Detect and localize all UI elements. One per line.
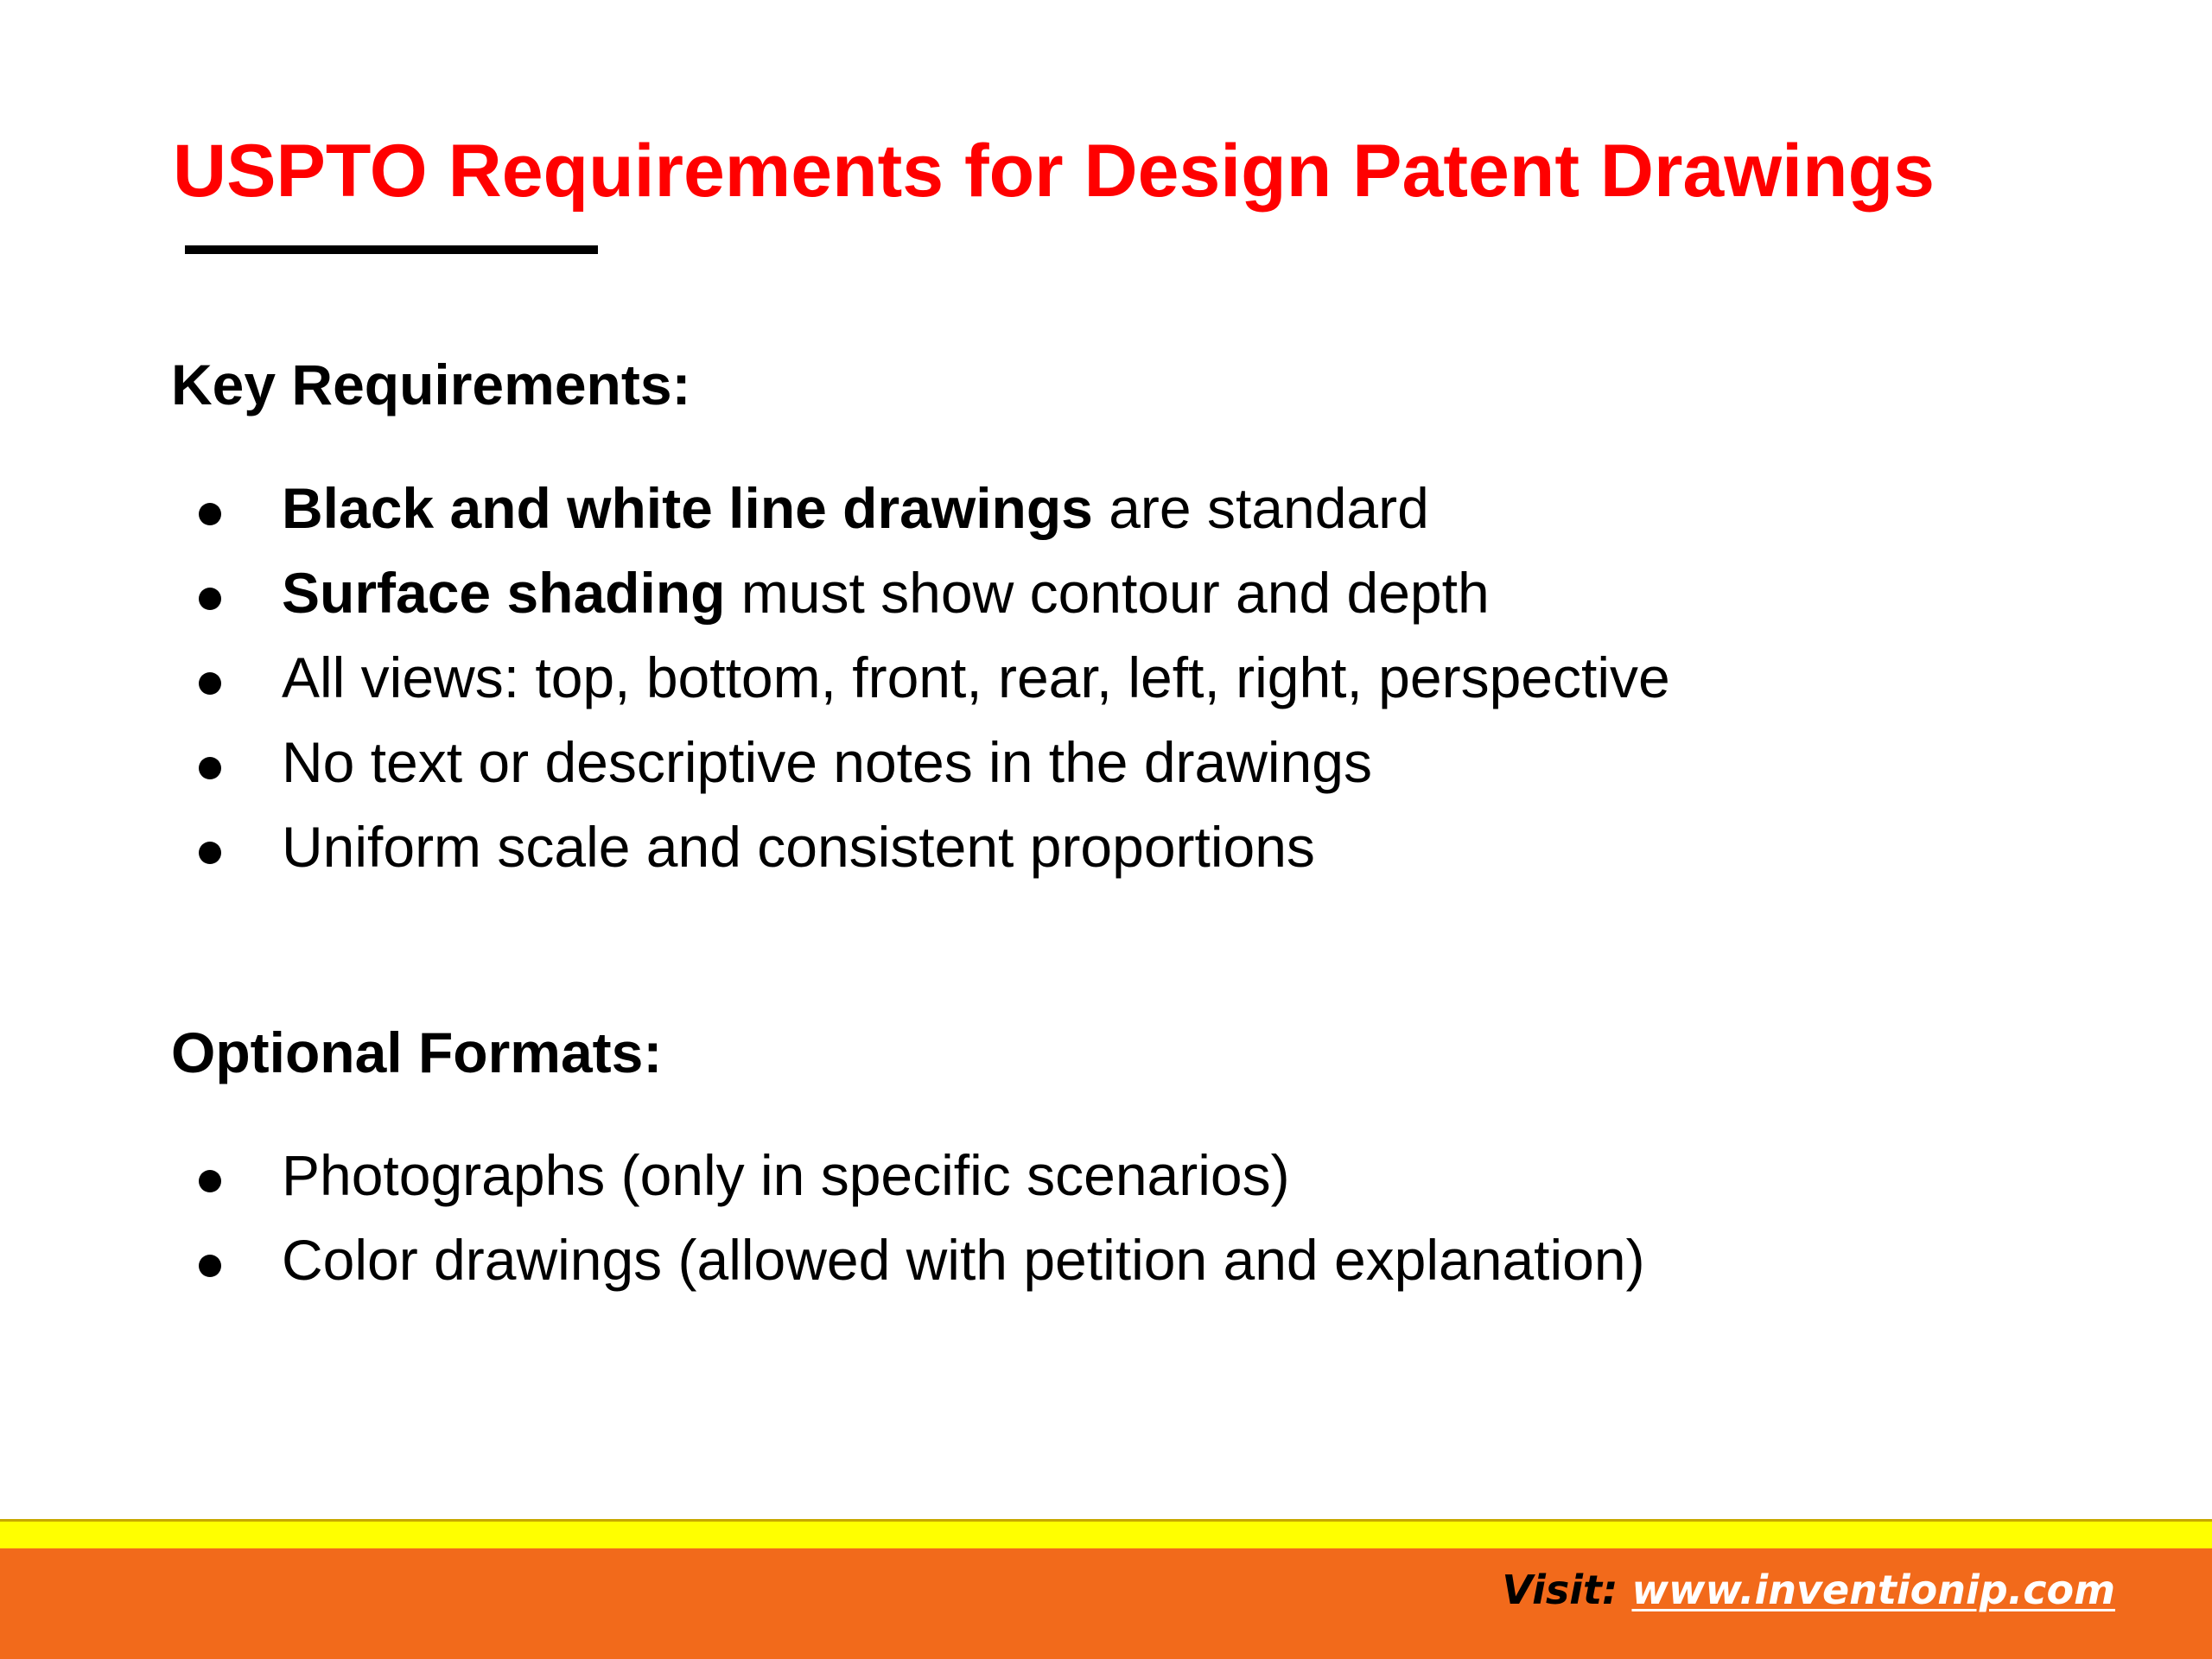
list-item-plain-text: All views: top, bottom, front, rear, left, right, perspective xyxy=(282,645,1670,709)
list-item-plain-text: Uniform scale and consistent proportions xyxy=(282,815,1315,879)
footer-visit-text xyxy=(1502,1562,2115,1618)
list-item-text xyxy=(282,643,1670,712)
list-item-text xyxy=(282,812,1315,881)
list-item-plain-text: No text or descriptive notes in the drawings xyxy=(282,730,1372,794)
list-item-text xyxy=(282,1225,1645,1294)
bullet-icon xyxy=(199,757,221,779)
list-item-text xyxy=(282,1141,1290,1210)
list-item-text xyxy=(282,728,1372,797)
footer-yellow-stripe xyxy=(0,1519,2212,1548)
list-item-text xyxy=(282,474,1429,543)
bullet-icon xyxy=(199,588,221,610)
bullet-icon xyxy=(199,503,221,525)
list-item-plain-text: are standard xyxy=(1092,476,1429,540)
footer-visit-label: Visit: xyxy=(1502,1567,1632,1613)
footer-website-link[interactable]: www.inventionip.com xyxy=(1631,1567,2115,1613)
key-requirements-heading: Key Requirements: xyxy=(171,353,691,416)
list-item-bold-text: Black and white line drawings xyxy=(282,476,1093,540)
list-item-text xyxy=(282,558,1490,627)
title-underline-rule xyxy=(185,245,598,254)
optional-formats-heading: Optional Formats: xyxy=(171,1020,663,1084)
list-item-bold-text: Surface shading xyxy=(282,561,726,625)
bullet-icon xyxy=(199,672,221,695)
bullet-icon xyxy=(199,842,221,864)
list-item-plain-text: Color drawings (allowed with petition and explanation) xyxy=(282,1228,1645,1292)
list-item-plain-text: must show contour and depth xyxy=(725,561,1490,625)
bullet-icon xyxy=(199,1170,221,1192)
slide-title: USPTO Requirements for Design Patent Drawings xyxy=(173,130,1935,213)
list-item-plain-text: Photographs (only in specific scenarios) xyxy=(282,1143,1290,1207)
bullet-icon xyxy=(199,1255,221,1277)
